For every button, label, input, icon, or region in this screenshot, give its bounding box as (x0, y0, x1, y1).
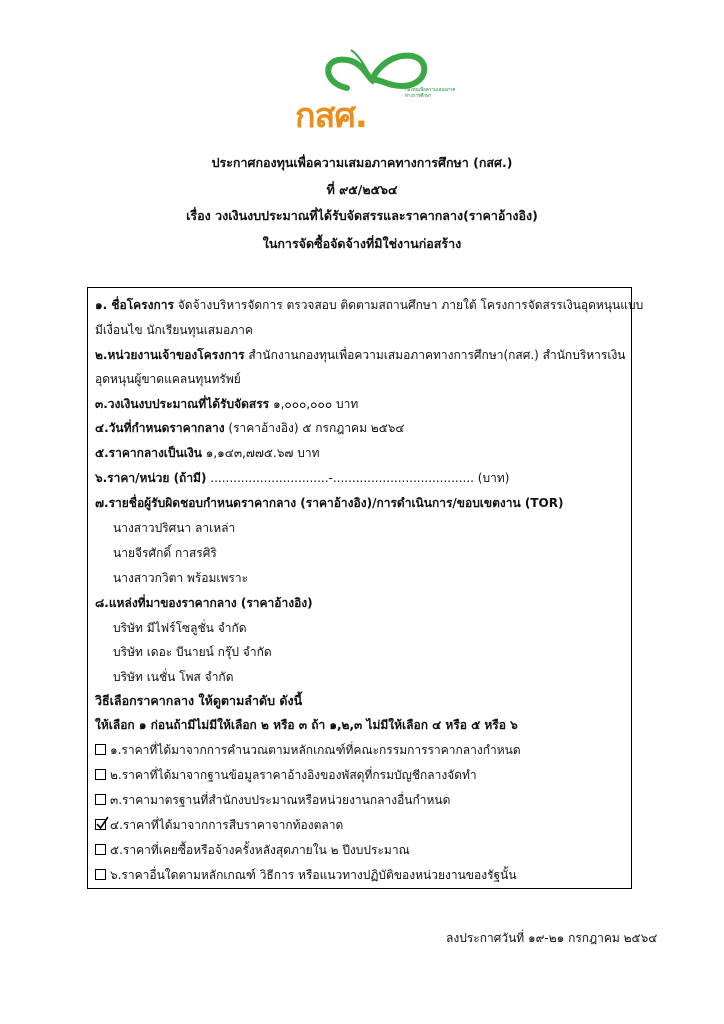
header-subject-2: ในการจัดซื้อจัดจ้างที่มิใช่งานก่อสร้าง (262, 236, 462, 251)
price-option-4 (95, 816, 343, 835)
item-6-text: ...............................-..................................... (บาท) (206, 471, 510, 485)
item-3 (95, 395, 358, 414)
item-4-text: (ราคาอ้างอิง) ๕ กรกฎาคม ๒๕๖๔ (224, 421, 405, 435)
item-2-cont: อุดหนุนผู้ขาดแคลนทุนทรัพย์ (95, 372, 241, 386)
item-4 (95, 419, 405, 438)
announcement-box (87, 287, 644, 889)
checkbox[interactable] (95, 769, 106, 780)
item-6-label: ๖.ราคา/หน่วย (ถ้ามี) (95, 471, 207, 485)
item-5-text: ๑,๑๔๓,๗๗๕.๖๗ บาท (201, 446, 320, 460)
price-option-2 (95, 766, 477, 785)
announce-date: ลงประกาศวันที่ ๑๙-๒๑ กรกฎาคม ๒๕๖๔ (446, 931, 658, 945)
person-1: นางสาวปริศนา ลาเหล่า (113, 521, 236, 535)
checkmark-icon (96, 816, 109, 830)
item-1-cont: มีเงื่อนไข นักเรียนทุนเสมอภาค (95, 323, 253, 337)
item-3-text: ๑,๐๐๐,๐๐๐ บาท (269, 397, 359, 411)
price-option-label: ๔.ราคาที่ได้มาจากการสืบราคาจากท้องตลาด (110, 818, 344, 832)
item-2 (95, 346, 626, 365)
item-3-label: ๓.วงเงินงบประมาณที่ได้รับจัดสรร (95, 397, 270, 411)
price-option-label: ๒.ราคาที่ได้มาจากฐานข้อมูลราคาอ้างอิงของพัสดุที่กรมบัญชีกลางจัดทำ (110, 768, 477, 782)
price-option-3 (95, 791, 450, 810)
source-2: บริษัท เดอะ บีนายน์ กรุ๊ป จำกัด (113, 645, 272, 659)
person-3: นางสาวกวิตา พร้อมเพราะ (113, 571, 249, 585)
item-1 (95, 296, 643, 315)
butterfly-icon (317, 48, 437, 93)
method-title: วิธีเลือกราคากลาง ให้ดูตามลำดับ ดังนี้ (95, 693, 303, 708)
item-1-text: จัดจ้างบริหารจัดการ ตรวจสอบ ติดตามสถานศึกษา ภายใต้ โครงการจัดสรรเงินอุดหนุนแบบ (173, 298, 644, 312)
header-subject: เรื่อง วงเงินงบประมาณที่ได้รับจัดสรรและราคากลาง(ราคาอ้างอิง) (186, 208, 538, 223)
header-title: ประกาศกองทุนเพื่อความเสมอภาคทางการศึกษา (กสศ.) (211, 155, 513, 170)
price-option-1 (95, 741, 521, 760)
checkbox[interactable] (95, 869, 106, 880)
price-option-6 (95, 866, 517, 885)
logo-subtext: กองทุนเพื่อความเสมอภาคทางการศึกษา (405, 88, 456, 99)
person-2: นายจีรศักดิ์ กาสรศิริ (113, 546, 217, 560)
logo (295, 48, 460, 136)
checkbox[interactable] (95, 844, 106, 855)
item-6 (95, 469, 509, 488)
item-8-label: ๘.แหล่งที่มาของราคากลาง (ราคาอ้างอิง) (95, 596, 313, 610)
item-5-label: ๕.ราคากลางเป็นเงิน (95, 446, 202, 460)
item-2-text: สำนักงานกองทุนเพื่อความเสมอภาคทางการศึกษา(กสศ.) สำนักบริหารเงิน (244, 348, 626, 362)
price-option-label: ๖.ราคาอื่นใดตามหลักเกณฑ์ วิธีการ หรือแนวทางปฏิบัติของหน่วยงานของรัฐนั้น (110, 868, 517, 882)
price-option-5 (95, 841, 410, 860)
checkbox-checked[interactable] (95, 819, 106, 830)
source-3: บริษัท เนชั่น โพส จำกัด (113, 670, 234, 684)
item-1-label: ๑. ชื่อโครงการ (95, 298, 174, 312)
price-option-label: ๓.ราคามาตรฐานที่สำนักงบประมาณหรือหน่วยงานกลางอื่นกำหนด (110, 793, 451, 807)
price-option-label: ๑.ราคาที่ได้มาจากการคำนวณตามหลักเกณฑ์ที่คณะกรรมการราคากลางกำหนด (110, 743, 521, 757)
price-option-label: ๕.ราคาที่เคยซื้อหรือจ้างครั้งหลังสุดภายใน ๒ ปีงบประมาณ (110, 843, 410, 857)
checkbox[interactable] (95, 744, 106, 755)
item-2-label: ๒.หน่วยงานเจ้าของโครงการ (95, 348, 245, 362)
checkbox[interactable] (95, 794, 106, 805)
header-number: ที่ ๙๕/๒๕๖๔ (326, 182, 398, 197)
item-5 (95, 444, 320, 463)
source-1: บริษัท มีไฟร์โซลูชั่น จำกัด (113, 621, 247, 635)
item-4-label: ๔.วันที่กำหนดราคากลาง (95, 421, 225, 435)
logo-text: กสศ. (295, 96, 367, 136)
method-rule: ให้เลือก ๑ ก่อนถ้ามีไม่มีให้เลือก ๒ หรือ ๓ ถ้า ๑,๒,๓ ไม่มีให้เลือก ๔ หรือ ๕ หรือ ๖ (95, 718, 518, 732)
item-7-label: ๗.รายชื่อผู้รับผิดชอบกำหนดราคากลาง (ราคาอ้างอิง)/การดำเนินการ/ขอบเขตงาน (TOR) (95, 496, 564, 510)
